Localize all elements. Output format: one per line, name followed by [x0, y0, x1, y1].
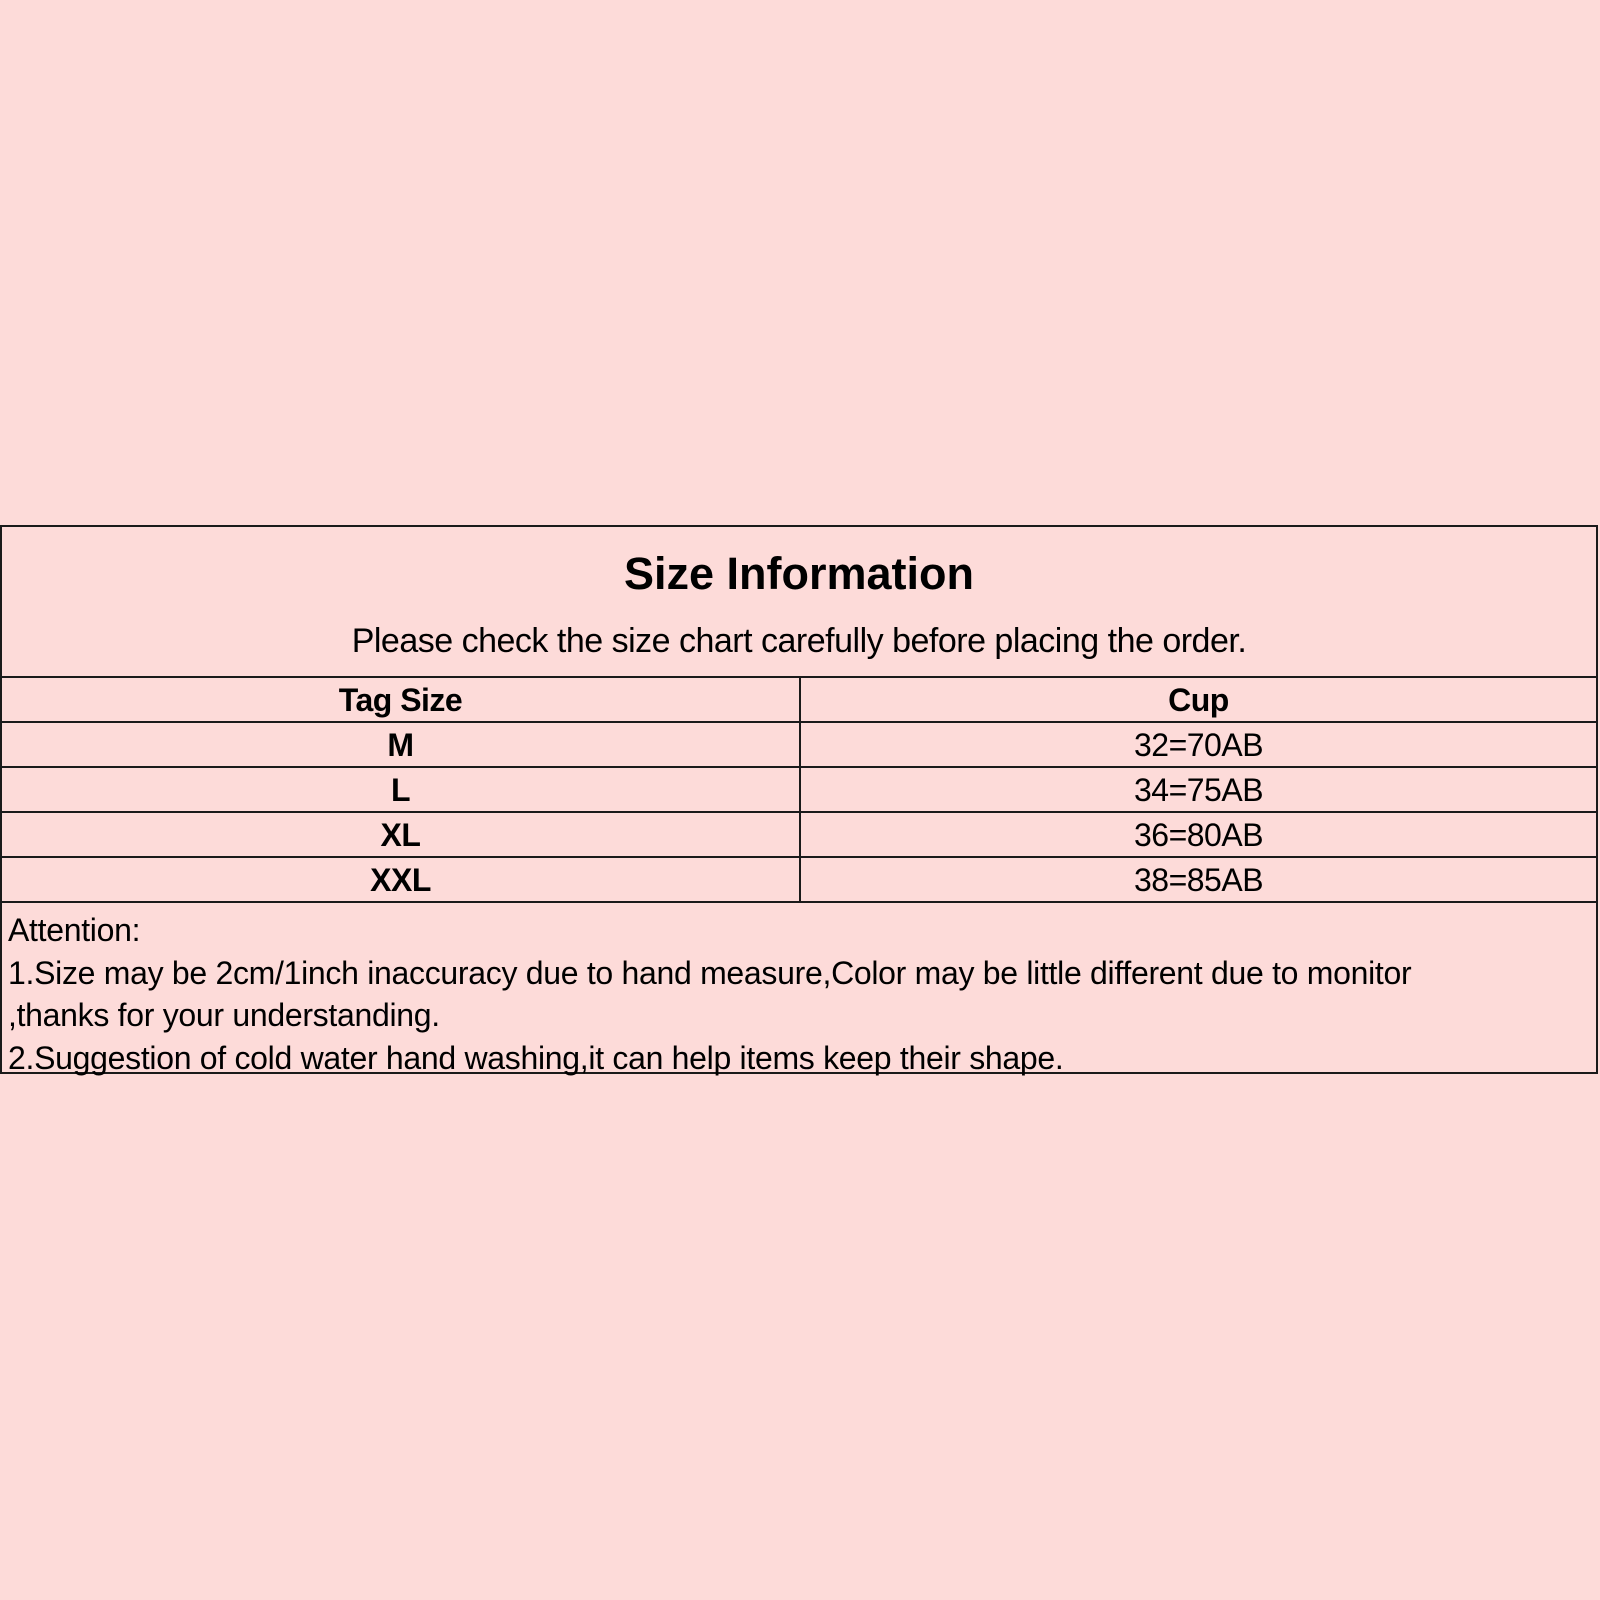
tag-size-cell: XL [2, 813, 801, 856]
column-header-tag-size: Tag Size [2, 678, 801, 721]
tag-size-cell: M [2, 723, 801, 766]
tag-size-cell: L [2, 768, 801, 811]
sheet-header [2, 527, 1596, 678]
attention-notes [8, 909, 1588, 1079]
note-line-3: 2.Suggestion of cold water hand washing,it can help items keep their shape. [8, 1039, 1064, 1076]
notes-heading: Attention: [8, 912, 141, 948]
cup-cell: 34=75AB [1133, 771, 1264, 808]
note-line-2: ,thanks for your understanding. [8, 997, 440, 1033]
table-row [2, 858, 1596, 903]
note-line-1: 1.Size may be 2cm/1inch inaccuracy due to hand measure,Color may be little different due to monitor [8, 954, 1412, 991]
table-row [2, 723, 1596, 768]
tag-size-cell: XXL [2, 858, 801, 901]
table-row [2, 768, 1596, 813]
cup-cell: 32=70AB [1133, 726, 1264, 763]
size-information-sheet [0, 525, 1598, 1074]
size-table [2, 678, 1596, 903]
column-header-cup: Cup [1168, 681, 1229, 718]
page-title: Size Information [623, 548, 975, 599]
cup-cell: 38=85AB [1133, 861, 1264, 898]
cup-cell: 36=80AB [1133, 816, 1264, 853]
table-header-row [2, 678, 1596, 723]
table-row [2, 813, 1596, 858]
page-subtitle: Please check the size chart carefully before placing the order. [351, 622, 1247, 660]
